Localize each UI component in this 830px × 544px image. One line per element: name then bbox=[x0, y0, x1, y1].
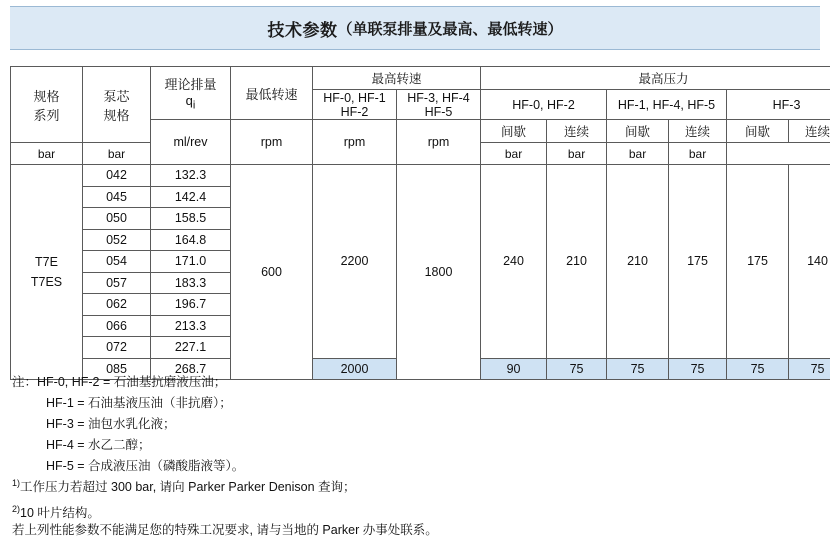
header-p6-mode: 连续 bbox=[789, 120, 830, 143]
header-p3-mode: 间歇 bbox=[607, 120, 669, 143]
cell-core-spec: 066 bbox=[83, 315, 151, 337]
header-speed-group-1-line1: HF-0, HF-1 bbox=[323, 90, 386, 105]
header-core-spec bbox=[83, 67, 151, 143]
cell-pressure-1: 240 bbox=[481, 165, 547, 359]
header-min-speed: 最低转速 bbox=[231, 67, 313, 120]
note-line: HF-3 = 油包水乳化液； bbox=[46, 417, 176, 431]
header-displacement-line1: 理论排量 bbox=[164, 77, 217, 93]
cell-core-spec: 045 bbox=[83, 186, 151, 208]
cell-max-speed-2: 1800 bbox=[397, 165, 481, 380]
header-displacement-symbol: q bbox=[185, 93, 193, 109]
cell-displacement: 158.5 bbox=[151, 208, 231, 230]
cell-displacement: 142.4 bbox=[151, 186, 231, 208]
cell-pressure-2: 210 bbox=[547, 165, 607, 359]
cell-core-spec: 062 bbox=[83, 294, 151, 316]
cell-max-speed-1-alt: 2000 bbox=[313, 358, 397, 380]
cell-pressure-3: 210 bbox=[607, 165, 669, 359]
cell-pressure-6-alt: 75 bbox=[789, 358, 830, 380]
unit-p2: bar bbox=[83, 143, 151, 165]
cell-displacement: 196.7 bbox=[151, 294, 231, 316]
header-p4-mode: 连续 bbox=[669, 120, 727, 143]
footnote-1 bbox=[12, 472, 818, 498]
cell-pressure-4: 175 bbox=[669, 165, 727, 359]
header-pressure-group-1: HF-0, HF-2 bbox=[481, 90, 607, 120]
note-line: 注：HF-0, HF-2 = 石油基抗磨液压油； bbox=[12, 375, 227, 389]
page-subtitle: （单联泵排量及最高、最低转速） bbox=[337, 20, 563, 38]
cell-core-spec: 085 bbox=[83, 358, 151, 380]
cell-displacement: 183.3 bbox=[151, 272, 231, 294]
header-pressure-group-2: HF-1, HF-4, HF-5 bbox=[607, 90, 727, 120]
header-core-spec-line2: 规格 bbox=[103, 107, 130, 123]
footnote-1-text: 工作压力若超过 300 bar, 请向 Parker Parker Denison 查询； bbox=[20, 480, 356, 495]
cell-displacement: 132.3 bbox=[151, 165, 231, 187]
unit-p6: bar bbox=[669, 143, 727, 165]
unit-p5: bar bbox=[607, 143, 669, 165]
cell-core-spec: 052 bbox=[83, 229, 151, 251]
title-band bbox=[10, 6, 820, 50]
cell-min-speed: 600 bbox=[231, 165, 313, 380]
unit-p3: bar bbox=[481, 143, 547, 165]
header-speed-group-2-line2: HF-5 bbox=[424, 104, 453, 119]
header-spec-series-line2: 系列 bbox=[33, 107, 60, 123]
cell-displacement: 171.0 bbox=[151, 251, 231, 273]
unit-p4: bar bbox=[547, 143, 607, 165]
cell-core-spec: 057 bbox=[83, 272, 151, 294]
unit-p1: bar bbox=[11, 143, 83, 165]
cell-pressure-2-alt: 75 bbox=[547, 358, 607, 380]
note-line: HF-5 = 合成液压油（磷酸脂液等）。 bbox=[46, 459, 245, 473]
header-displacement-unit: ml/rev bbox=[151, 120, 231, 165]
cell-core-spec: 072 bbox=[83, 337, 151, 359]
header-max-speed-1-unit: rpm bbox=[313, 120, 397, 165]
notes-block bbox=[12, 372, 812, 477]
cell-core-spec: 042 bbox=[83, 165, 151, 187]
note-line: HF-4 = 水乙二醇； bbox=[46, 438, 151, 452]
note-line: HF-1 = 石油基液压油（非抗磨）； bbox=[46, 396, 232, 410]
cell-pressure-3-alt: 75 bbox=[607, 358, 669, 380]
header-pressure-group-3: HF-3 bbox=[727, 90, 830, 120]
spec-table bbox=[10, 66, 830, 380]
cell-series bbox=[11, 165, 83, 380]
header-displacement-subscript: i bbox=[192, 99, 196, 112]
table-header-row-1 bbox=[11, 67, 830, 90]
header-speed-group-1 bbox=[313, 90, 397, 120]
header-core-spec-line1: 泵芯 bbox=[103, 88, 130, 104]
cell-displacement: 268.7 bbox=[151, 358, 231, 380]
table-row bbox=[11, 165, 830, 187]
cell-displacement: 213.3 bbox=[151, 315, 231, 337]
cell-pressure-6: 140 bbox=[789, 165, 830, 359]
cell-displacement: 164.8 bbox=[151, 229, 231, 251]
cell-pressure-4-alt: 75 bbox=[669, 358, 727, 380]
header-p1-mode: 间歇 bbox=[481, 120, 547, 143]
header-speed-group-2 bbox=[397, 90, 481, 120]
cell-pressure-5-alt: 75 bbox=[727, 358, 789, 380]
header-min-speed-unit: rpm bbox=[231, 120, 313, 165]
page-title: 技术参数 bbox=[267, 20, 338, 40]
header-p5-mode: 间歇 bbox=[727, 120, 789, 143]
header-p2-mode: 连续 bbox=[547, 120, 607, 143]
footnote-2-marker: 2) bbox=[12, 504, 21, 515]
header-max-speed: 最高转速 bbox=[313, 67, 481, 90]
footnotes-block bbox=[12, 472, 818, 524]
cell-core-spec: 050 bbox=[83, 208, 151, 230]
header-max-pressure: 最高压力 bbox=[481, 67, 830, 90]
cell-pressure-1-alt: 90 bbox=[481, 358, 547, 380]
cell-core-spec: 054 bbox=[83, 251, 151, 273]
header-speed-group-1-line2: HF-2 bbox=[340, 104, 369, 119]
header-max-speed-2-unit: rpm bbox=[397, 120, 481, 165]
series-label-1: T7E bbox=[35, 255, 58, 269]
header-spec-series-line1: 规格 bbox=[33, 88, 60, 104]
cell-pressure-5: 175 bbox=[727, 165, 789, 359]
header-spec-series bbox=[11, 67, 83, 143]
header-displacement bbox=[151, 67, 231, 120]
footnote-2-text: 10 叶片结构。 bbox=[20, 506, 100, 521]
cell-displacement: 227.1 bbox=[151, 337, 231, 359]
footnote-1-marker: 1) bbox=[12, 478, 21, 488]
header-speed-group-2-line1: HF-3, HF-4 bbox=[407, 90, 470, 105]
series-label-2: T7ES bbox=[30, 275, 63, 289]
cell-max-speed-1: 2200 bbox=[313, 165, 397, 359]
closing-note: 若上列性能参数不能满足您的特殊工况要求, 请与当地的 Parker 办事处联系。 bbox=[12, 523, 438, 537]
header-displacement-line2 bbox=[151, 93, 230, 112]
